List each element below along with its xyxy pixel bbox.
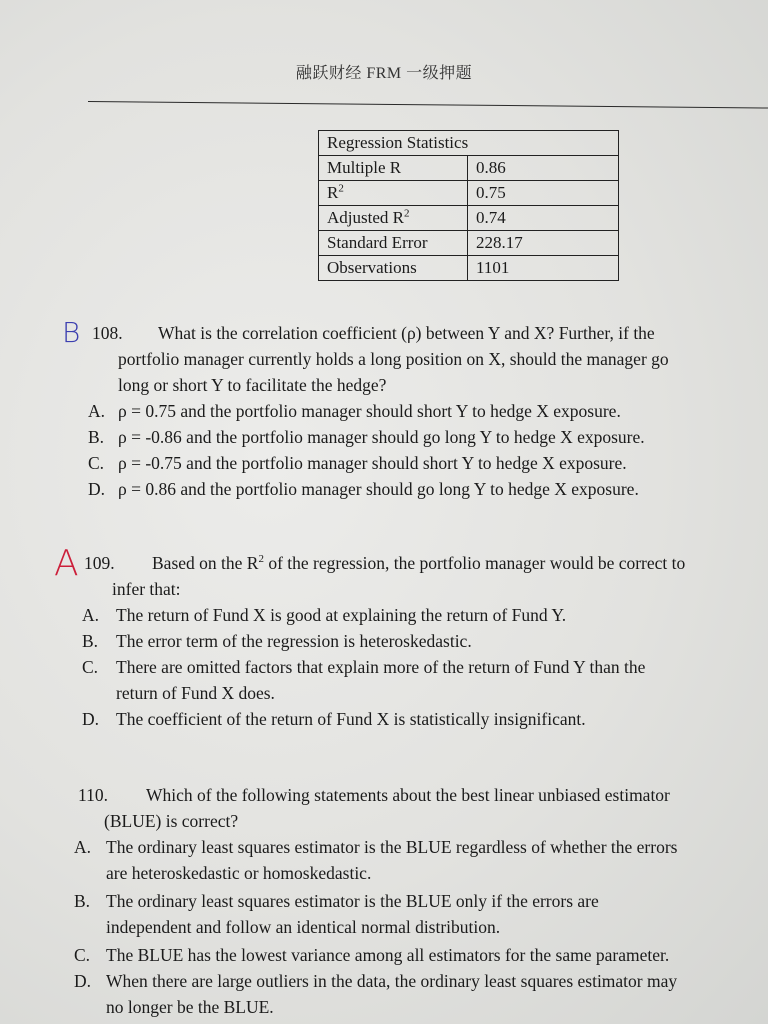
question-number: 109. [84, 553, 115, 573]
question-number: 108. [92, 323, 123, 343]
table-row [319, 256, 619, 281]
row-label: Observations [319, 256, 468, 281]
header-divider [88, 101, 768, 109]
row-value: 0.86 [468, 156, 619, 181]
table-row [319, 206, 619, 231]
row-value: 0.74 [468, 206, 619, 231]
table-title: Regression Statistics [319, 131, 619, 156]
document-page: 融跃财经 FRM 一级押题 Regression Statistics Multiple R 0.86 $R^2$ 0.75 Adjusted $R^2$ 0.74 Standard Error 228.17 Observations 1101 B A 108. What is the correlation coefficient (ρ) between Y and X? Further, if the portfolio manager currently holds a long position on X, should the manager go long or short Y to facilitate the hedge? A. ρ = 0.75 and the portfolio manager should short Y to hedge X exposure. B. ρ = -0.86 and the portfolio manager should go long Y to hedge X exposure. C. ρ = -0.75 and the portfolio manager should short Y to hedge X exposure. D. ρ = 0.86 and the portfolio manager should go long Y to hedge X exposure. 109. Based on the $R^2$ of the regression, the portfolio manager would be correct to infer that: A. The return of Fund X is good at explaining the return of Fund Y. B. The error term of the regression is heteroskedastic. C. There are omitted factors that explain more of the return of Fund Y than the return of Fund X does. D. The coefficient of the return of Fund X is statistically insignificant. 110. Which of the following statements about the best linear unbiased estimator (BLUE) is correct? A. The ordinary least squares estimator is the BLUE regardless of whether the errors are heteroskedastic or homoskedastic. B. The ordinary least squares estimator is the BLUE only if the errors are independent and follow an identical normal distribution. C. The BLUE has the lowest variance among all estimators for the same parameter. D. When there are large outliers in the data, the ordinary least squares estimator may no longer be the BLUE. [0, 0, 768, 1024]
question-stem-line: Based on the $R^2$ of the regression, the portfolio manager would be correct to [152, 553, 686, 573]
row-value: 1101 [468, 256, 619, 281]
question-stem-line: (BLUE) is correct? [104, 811, 239, 831]
row-value: 0.75 [468, 181, 619, 206]
row-value: 228.17 [468, 231, 619, 256]
table-row [319, 181, 619, 206]
question-number: 110. [78, 785, 108, 805]
question-stem-line: infer that: [112, 579, 181, 599]
question-stem-line: long or short Y to facilitate the hedge? [118, 375, 387, 395]
regression-statistics-table [318, 130, 619, 281]
handwritten-answer-109: A [54, 543, 79, 584]
row-label: Adjusted $R^2$ [319, 206, 468, 231]
table-row [319, 231, 619, 256]
question-stem-line: What is the correlation coefficient (ρ) between Y and X? Further, if the [158, 323, 655, 343]
handwritten-answer-108: B [62, 316, 81, 349]
question-stem-line: Which of the following statements about the best linear unbiased estimator [146, 785, 670, 805]
row-label: Multiple R [319, 156, 468, 181]
question-stem-line: portfolio manager currently holds a long position on X, should the manager go [118, 349, 669, 369]
table-row [319, 156, 619, 181]
row-label: $R^2$ [319, 181, 468, 206]
page-header: 融跃财经 FRM 一级押题 [295, 65, 473, 82]
row-label: Standard Error [319, 231, 468, 256]
